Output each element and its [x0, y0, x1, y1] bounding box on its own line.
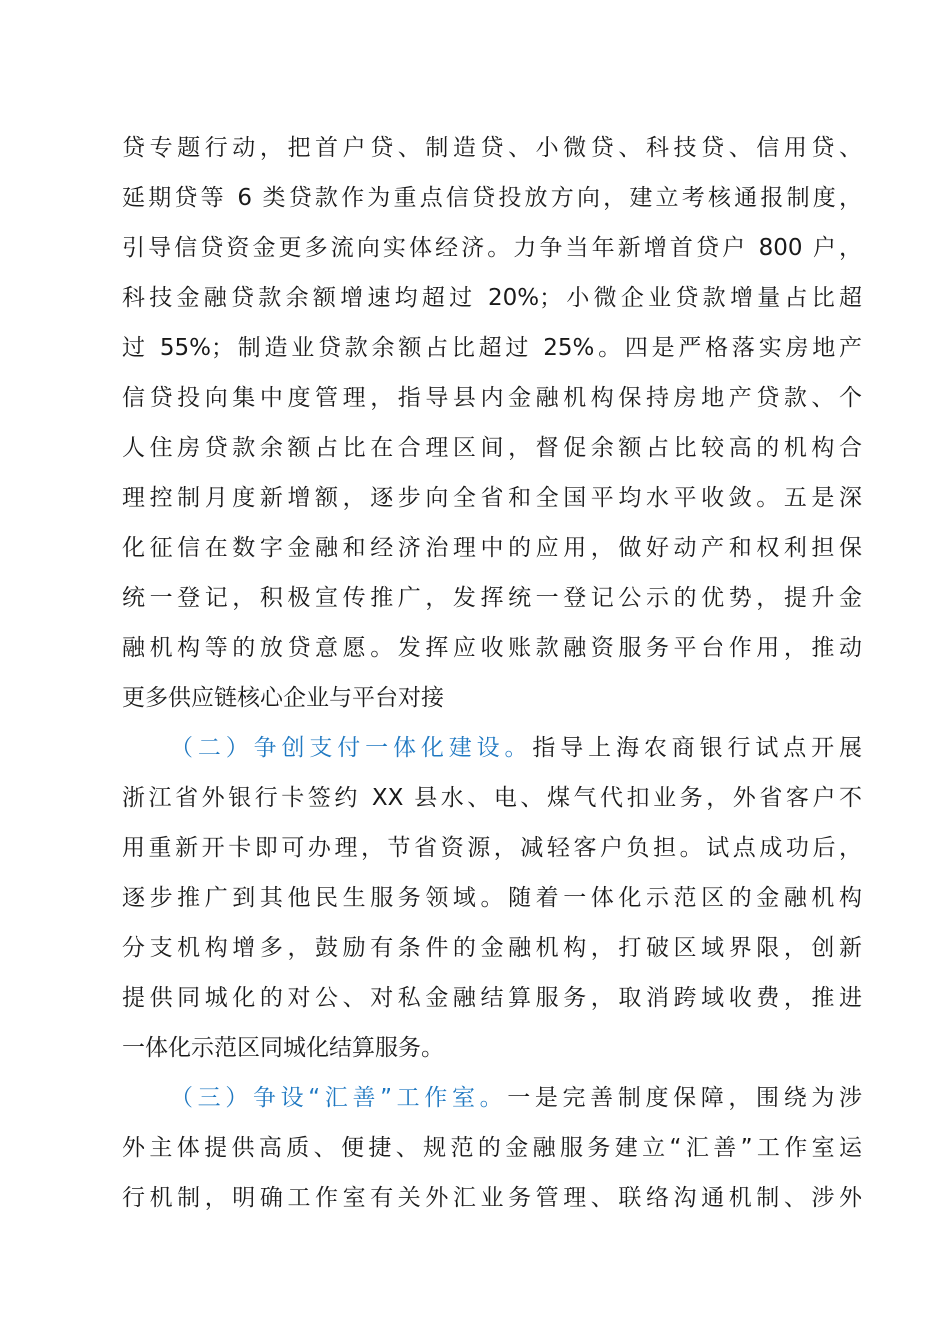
s2-line-6: 一体化示范区同城化结算服务。	[122, 1035, 444, 1061]
p1-line-12: 更多供应链核心企业与平台对接	[122, 685, 444, 711]
s2-line-2: 用重新开卡即可办理，节省资源，减轻客户负担。试点成功后，	[122, 835, 862, 861]
section2-first-line	[170, 733, 862, 763]
s2-line-1: 浙江省外银行卡签约 XX 县水、电、煤气代扣业务，外省客户不	[122, 785, 862, 811]
section3-first-line	[170, 1083, 862, 1113]
s3-line-2: 行机制，明确工作室有关外汇业务管理、联络沟通机制、涉外	[122, 1185, 862, 1211]
section2-first-line-text: 指导上海农商银行试点开展	[532, 735, 862, 761]
p1-line-8: 理控制月度新增额，逐步向全省和全国平均水平收敛。五是深	[122, 485, 862, 511]
section2-heading: （二）争创支付一体化建设。	[170, 735, 533, 761]
p1-line-7: 人住房贷款余额占比在合理区间，督促余额占比较高的机构合	[122, 435, 862, 461]
p1-line-1: 贷专题行动，把首户贷、制造贷、小微贷、科技贷、信用贷、	[122, 135, 862, 161]
section3-first-line-text: 一是完善制度保障，围绕为涉	[507, 1085, 862, 1111]
p1-line-10: 统一登记，积极宣传推广，发挥统一登记公示的优势，提升金	[122, 585, 862, 611]
p1-line-11: 融机构等的放贷意愿。发挥应收账款融资服务平台作用，推动	[122, 635, 862, 661]
p1-line-2: 延期贷等 6 类贷款作为重点信贷投放方向，建立考核通报制度，	[122, 185, 862, 211]
p1-line-4: 科技金融贷款余额增速均超过 20%；小微企业贷款增量占比超	[122, 285, 862, 311]
s2-line-5: 提供同城化的对公、对私金融结算服务，取消跨域收费，推进	[122, 985, 862, 1011]
s2-line-3: 逐步推广到其他民生服务领域。随着一体化示范区的金融机构	[122, 885, 862, 911]
p1-line-5: 过 55%；制造业贷款余额占比超过 25%。四是严格落实房地产	[122, 335, 862, 361]
s3-line-1: 外主体提供高质、便捷、规范的金融服务建立“汇善”工作室运	[122, 1135, 862, 1161]
p1-line-6: 信贷投向集中度管理，指导县内金融机构保持房地产贷款、个	[122, 385, 862, 411]
p1-line-3: 引导信贷资金更多流向实体经济。力争当年新增首贷户 800 户，	[122, 235, 862, 261]
p1-line-9: 化征信在数字金融和经济治理中的应用，做好动产和权利担保	[122, 535, 862, 561]
section3-heading: （三）争设“汇善”工作室。	[170, 1085, 508, 1111]
s2-line-4: 分支机构增多，鼓励有条件的金融机构，打破区域界限，创新	[122, 935, 862, 961]
